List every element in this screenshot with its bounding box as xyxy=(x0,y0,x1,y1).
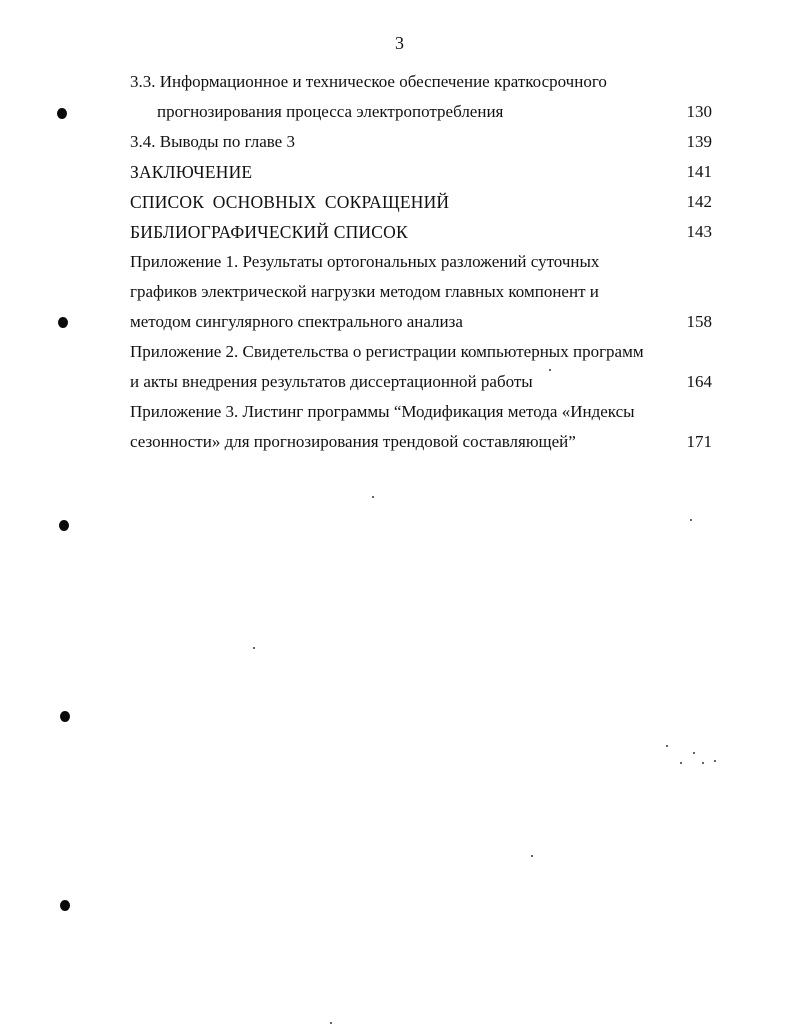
toc-entry-page: 158 xyxy=(686,312,712,331)
scan-speck xyxy=(680,762,682,764)
toc-entry-page: 143 xyxy=(686,222,712,241)
toc-entry-text: методом сингулярного спектрального анализа xyxy=(130,312,463,331)
scan-speck xyxy=(693,752,695,754)
punch-hole-icon xyxy=(58,317,68,328)
toc-entry-text: 3.3. Информационное и техническое обеспечение краткосрочного xyxy=(130,72,607,91)
toc-entry-text: сезонности» для прогнозирования трендовой составляющей” xyxy=(130,432,576,451)
toc-entry-appendix-2 xyxy=(130,337,720,367)
toc-entry-page: 164 xyxy=(686,372,712,391)
toc-entry-abbreviations xyxy=(130,187,720,217)
scan-speck xyxy=(549,369,551,371)
toc-entry-text: ЗАКЛЮЧЕНИЕ xyxy=(130,162,253,182)
toc-entry-page: 141 xyxy=(686,162,712,181)
punch-hole-icon xyxy=(57,108,67,119)
toc-entry-page: 139 xyxy=(686,132,712,151)
toc-entry-conclusion xyxy=(130,157,720,187)
toc-entry-appendix-1 xyxy=(130,247,720,277)
toc-entry-appendix-3-end xyxy=(130,427,720,457)
punch-hole-icon xyxy=(59,520,69,531)
page-number: 3 xyxy=(395,33,404,53)
toc-entry-text: прогнозирования процесса электропотребления xyxy=(157,102,504,121)
toc-entry-3-3 xyxy=(130,67,720,97)
toc-entry-3-3-continued xyxy=(130,97,720,127)
scan-speck xyxy=(690,519,692,521)
toc-entry-text: графиков электрической нагрузки методом главных компонент и xyxy=(130,282,599,301)
toc-entry-text: 3.4. Выводы по главе 3 xyxy=(130,132,295,151)
punch-hole-icon xyxy=(60,900,70,911)
toc-entry-text: Приложение 1. Результаты ортогональных разложений суточных xyxy=(130,252,600,271)
toc-entry-appendix-3 xyxy=(130,397,720,427)
toc-entry-3-4 xyxy=(130,127,720,157)
toc-entry-text: Приложение 3. Листинг программы “Модификация метода «Индексы xyxy=(130,402,635,421)
toc-entry-page: 142 xyxy=(686,192,712,211)
scan-speck xyxy=(531,855,533,857)
toc-entry-appendix-1-end xyxy=(130,307,720,337)
toc-entry-appendix-1-continued xyxy=(130,277,720,307)
scan-speck xyxy=(666,745,668,747)
scan-speck xyxy=(253,647,255,649)
toc-entry-text: СПИСОК ОСНОВНЫХ СОКРАЩЕНИЙ xyxy=(130,192,450,212)
toc-entry-page: 130 xyxy=(686,102,712,121)
table-of-contents xyxy=(130,67,720,457)
scan-speck xyxy=(714,760,716,762)
toc-entry-appendix-2-end xyxy=(130,367,720,397)
scan-speck xyxy=(330,1022,332,1024)
punch-hole-icon xyxy=(60,711,70,722)
toc-entry-page: 171 xyxy=(686,432,712,451)
toc-entry-text: и акты внедрения результатов диссертационной работы xyxy=(130,372,533,391)
toc-entry-text: БИБЛИОГРАФИЧЕСКИЙ СПИСОК xyxy=(130,222,408,242)
toc-entry-bibliography xyxy=(130,217,720,247)
toc-entry-text: Приложение 2. Свидетельства о регистрации компьютерных программ xyxy=(130,342,644,361)
scan-speck xyxy=(702,762,704,764)
scan-speck xyxy=(372,496,374,498)
